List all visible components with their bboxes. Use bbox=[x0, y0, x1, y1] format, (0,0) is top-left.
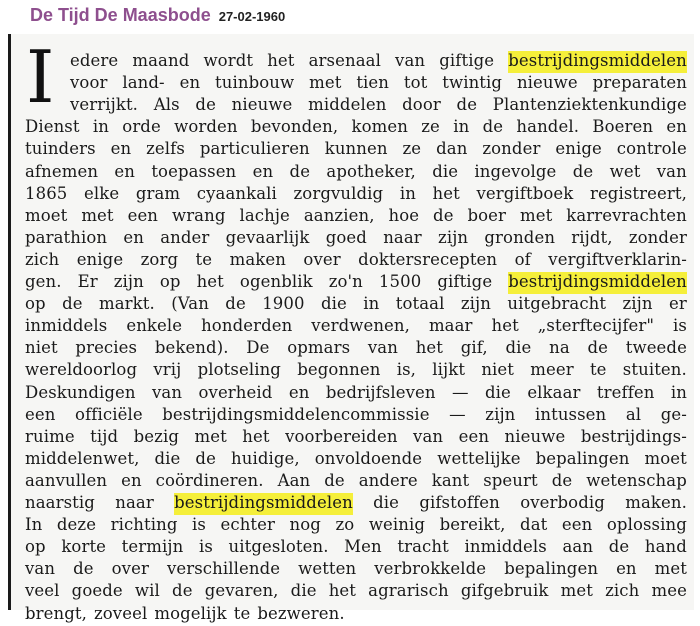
word: oplossing bbox=[606, 515, 687, 535]
word: Boeren bbox=[592, 117, 654, 137]
word: dat bbox=[520, 515, 548, 535]
word: van bbox=[25, 559, 56, 579]
word: de bbox=[289, 161, 311, 181]
article-line bbox=[25, 493, 687, 515]
word: apotheker, bbox=[326, 161, 416, 181]
word: Dienst bbox=[25, 117, 80, 137]
word: Er bbox=[77, 272, 98, 291]
article-line bbox=[25, 449, 687, 471]
word: registreert, bbox=[589, 183, 687, 203]
word: de bbox=[62, 294, 83, 314]
word: orde bbox=[122, 117, 161, 137]
word: de bbox=[572, 161, 594, 181]
word: Plantenziektenkundige bbox=[492, 95, 687, 115]
word: maand bbox=[132, 51, 190, 70]
word: zonder bbox=[482, 139, 541, 159]
word: zich bbox=[25, 249, 60, 269]
word: doktersrecepten bbox=[358, 249, 498, 269]
article-line bbox=[25, 537, 687, 559]
word: op bbox=[25, 294, 46, 314]
word: bezweren. bbox=[257, 603, 345, 623]
word: van bbox=[413, 426, 444, 446]
word: is bbox=[192, 515, 206, 535]
word: worden bbox=[174, 117, 238, 137]
word: de bbox=[587, 338, 609, 358]
publication-date: 27-02-1960 bbox=[218, 9, 286, 24]
word: is bbox=[673, 316, 687, 336]
word: gifstoffen bbox=[419, 493, 500, 512]
word: een bbox=[561, 515, 593, 535]
word: die bbox=[432, 161, 459, 181]
word: en bbox=[110, 139, 132, 159]
word: zelfs bbox=[146, 139, 185, 159]
word: inmiddels bbox=[464, 537, 547, 557]
word: tuinbouw bbox=[215, 73, 295, 93]
word: tien bbox=[356, 73, 390, 93]
word: moet bbox=[25, 205, 68, 225]
word: inmiddels bbox=[25, 316, 108, 336]
article-line bbox=[25, 184, 687, 206]
word: gen. bbox=[25, 272, 62, 291]
word: in bbox=[363, 294, 380, 314]
word: dan bbox=[436, 139, 468, 159]
word: preparaten bbox=[592, 73, 687, 93]
word: de bbox=[608, 537, 630, 557]
word: zijn bbox=[438, 227, 469, 247]
word: vergiftverklarin- bbox=[548, 249, 687, 269]
word: het bbox=[491, 316, 519, 336]
word: coördineren. bbox=[155, 470, 264, 490]
word: nieuwe bbox=[516, 73, 578, 93]
word: door bbox=[402, 95, 441, 115]
word: onvoldoende bbox=[314, 448, 423, 468]
word: gram bbox=[135, 183, 181, 203]
highlighted-term: bestrijdingsmiddelen bbox=[508, 51, 687, 73]
newspaper-name: De Tijd De Maasbode bbox=[30, 5, 211, 25]
word: voor bbox=[70, 73, 108, 93]
word: en bbox=[252, 161, 274, 181]
word: ze bbox=[402, 139, 422, 159]
word: treffen bbox=[596, 382, 655, 402]
word: 1500 bbox=[378, 272, 422, 291]
article-line bbox=[25, 250, 687, 272]
article-line bbox=[25, 383, 687, 405]
word: opmars bbox=[287, 338, 351, 358]
word: naarstig bbox=[25, 493, 95, 512]
word: toepassen bbox=[151, 161, 237, 181]
word: veel bbox=[25, 581, 60, 601]
word: aanvullen bbox=[25, 470, 108, 490]
article-line bbox=[70, 51, 687, 73]
word: in bbox=[399, 183, 416, 203]
word: op bbox=[159, 272, 181, 291]
word: ze bbox=[421, 117, 440, 137]
word: met bbox=[194, 426, 227, 446]
word: voorbereiden bbox=[285, 426, 398, 446]
word: het bbox=[328, 581, 357, 601]
word: gevaren, bbox=[204, 581, 279, 601]
word: ander bbox=[160, 227, 210, 247]
word: karrevrachten bbox=[566, 205, 687, 225]
article-line bbox=[70, 73, 687, 95]
article-line bbox=[25, 471, 687, 493]
article-line bbox=[25, 360, 687, 382]
word: zijn bbox=[485, 404, 516, 424]
word: de bbox=[195, 448, 216, 468]
word: zonder bbox=[628, 227, 687, 247]
word: precies bbox=[75, 338, 138, 358]
word: wereldoorlog bbox=[25, 360, 138, 380]
word: bestrijdings- bbox=[580, 426, 687, 446]
word: verbrokkelde bbox=[374, 559, 487, 579]
word: In bbox=[25, 515, 43, 535]
word: bekend). bbox=[154, 338, 229, 358]
word: brengt, bbox=[25, 603, 87, 623]
word: gif, bbox=[460, 338, 488, 358]
word: (Van bbox=[171, 294, 209, 314]
word: vrij bbox=[153, 360, 182, 380]
word: met bbox=[654, 559, 687, 579]
word: wetenschap bbox=[586, 470, 687, 490]
word: plotseling bbox=[197, 360, 281, 380]
word: officiële bbox=[75, 404, 143, 424]
word: en bbox=[114, 161, 135, 181]
word: tot bbox=[403, 73, 428, 93]
word: echter bbox=[220, 515, 276, 535]
word: kunnen bbox=[324, 139, 388, 159]
word: een bbox=[458, 426, 490, 446]
word: wetten bbox=[298, 559, 357, 579]
word: — bbox=[449, 404, 466, 424]
word: zijn bbox=[622, 294, 653, 314]
word: tuinders bbox=[25, 139, 96, 159]
article-line bbox=[25, 228, 687, 250]
word: zorgvuldig bbox=[293, 183, 384, 203]
word: een bbox=[127, 205, 159, 225]
word: ingevolge bbox=[474, 161, 557, 181]
word: de bbox=[551, 470, 573, 490]
word: een bbox=[25, 404, 56, 424]
word: uitgebracht bbox=[507, 294, 607, 314]
word: termijn bbox=[121, 537, 184, 557]
word: lijkt bbox=[432, 360, 466, 380]
article-line bbox=[25, 427, 687, 449]
word: Als bbox=[153, 95, 180, 115]
word: — bbox=[452, 382, 469, 402]
word: bepalingen bbox=[535, 448, 630, 468]
word: het bbox=[242, 426, 270, 446]
word: en bbox=[616, 559, 637, 579]
word: arsenaal bbox=[308, 51, 381, 70]
article-line bbox=[25, 117, 687, 139]
word: tracht bbox=[397, 537, 449, 557]
word: goede bbox=[71, 581, 123, 601]
word: vergiftboek bbox=[476, 183, 574, 203]
word: niet bbox=[481, 360, 515, 380]
word: uitgesloten. bbox=[228, 537, 329, 557]
word: enige bbox=[555, 139, 602, 159]
word: over bbox=[303, 249, 341, 269]
word: giftige bbox=[439, 51, 495, 70]
word: boer bbox=[467, 205, 507, 225]
word: bedrijfsleven bbox=[325, 382, 436, 402]
word: lachje bbox=[239, 205, 290, 225]
word: de bbox=[456, 95, 478, 115]
word: met bbox=[309, 73, 342, 93]
word: korte bbox=[61, 537, 107, 557]
word: gifgebruik bbox=[460, 581, 549, 601]
word: wil bbox=[134, 581, 160, 601]
word: zijn bbox=[460, 294, 491, 314]
word: aanzien, bbox=[303, 205, 375, 225]
word: wrang bbox=[171, 205, 226, 225]
word: richting bbox=[110, 515, 178, 535]
word: het bbox=[432, 183, 460, 203]
word: de bbox=[195, 95, 216, 115]
highlighted-term: bestrijdingsmiddelen bbox=[508, 272, 687, 294]
word: die bbox=[290, 581, 317, 601]
word: verdwenen, bbox=[311, 316, 410, 336]
word: en bbox=[666, 117, 687, 137]
article-line bbox=[25, 559, 687, 581]
word: maken. bbox=[625, 493, 687, 512]
word: handel. bbox=[516, 117, 580, 137]
word: komen bbox=[351, 117, 408, 137]
word: nieuwe bbox=[231, 95, 293, 115]
word: elke bbox=[84, 183, 120, 203]
newspaper-clipping bbox=[8, 34, 694, 623]
word: nieuwe bbox=[504, 426, 566, 446]
word: maken bbox=[229, 249, 286, 269]
word: maar bbox=[428, 316, 473, 336]
word: meer bbox=[530, 360, 574, 380]
word: het bbox=[196, 272, 224, 291]
word: ogenblik bbox=[239, 272, 313, 291]
word: van bbox=[367, 338, 398, 358]
word: weinig bbox=[368, 515, 426, 535]
article-line bbox=[70, 95, 687, 117]
word: op bbox=[25, 537, 46, 557]
word: goed bbox=[325, 227, 367, 247]
word: zo bbox=[335, 515, 355, 535]
word: Men bbox=[344, 537, 382, 557]
word: Deskundigen bbox=[25, 382, 136, 402]
word: mogelijk bbox=[154, 603, 227, 623]
word: bereikt, bbox=[439, 515, 506, 535]
word: ruime bbox=[25, 426, 75, 446]
word: in bbox=[670, 382, 687, 402]
word: particulieren bbox=[199, 139, 310, 159]
word: verschillende bbox=[166, 559, 281, 579]
word: kant bbox=[431, 470, 470, 490]
word: is, bbox=[396, 360, 417, 380]
word: elkaar bbox=[527, 382, 581, 402]
word: wordt bbox=[203, 51, 254, 70]
word: speurt bbox=[483, 470, 538, 490]
word: ge- bbox=[660, 404, 687, 424]
word: mee bbox=[651, 581, 687, 601]
article-line bbox=[25, 515, 687, 537]
word: die bbox=[373, 493, 400, 512]
word: zich bbox=[605, 581, 640, 601]
word: zoveel bbox=[93, 603, 148, 623]
word: en bbox=[123, 227, 144, 247]
word: deze bbox=[56, 515, 97, 535]
word: met bbox=[560, 581, 593, 601]
word: de bbox=[433, 205, 454, 225]
word: 1900 bbox=[262, 294, 305, 314]
word: Aan bbox=[277, 470, 311, 490]
article-line bbox=[25, 139, 687, 161]
word: giftige bbox=[437, 272, 493, 291]
word: die bbox=[154, 448, 181, 468]
word: naar bbox=[115, 493, 154, 512]
word: verrijkt. bbox=[70, 95, 139, 115]
word: de bbox=[73, 559, 94, 579]
word: van bbox=[395, 51, 426, 70]
word: overheid bbox=[198, 382, 273, 402]
word: gronden bbox=[484, 227, 556, 247]
word: is bbox=[198, 537, 213, 557]
word: middelen bbox=[308, 95, 387, 115]
word: begonnen bbox=[297, 360, 381, 380]
word: de bbox=[172, 581, 193, 601]
word: wettelijke bbox=[437, 448, 521, 468]
word: de bbox=[225, 294, 246, 314]
word: honderden bbox=[201, 316, 293, 336]
word: met bbox=[519, 205, 553, 225]
word: het bbox=[267, 51, 295, 70]
word: na bbox=[549, 338, 570, 358]
word: huidige, bbox=[230, 448, 300, 468]
word: enige bbox=[76, 249, 124, 269]
word: zo'n bbox=[328, 272, 363, 291]
word: markt. bbox=[98, 294, 155, 314]
word: te bbox=[589, 360, 607, 380]
word: moet bbox=[644, 448, 687, 468]
article-line bbox=[25, 338, 687, 360]
word: parathion bbox=[25, 227, 108, 247]
word: de bbox=[482, 117, 504, 137]
word: van bbox=[656, 161, 687, 181]
word: rijdt, bbox=[571, 227, 613, 247]
word: naar bbox=[383, 227, 422, 247]
word: andere bbox=[358, 470, 418, 490]
word: enkele bbox=[126, 316, 183, 336]
article-line bbox=[25, 294, 687, 316]
word: het bbox=[415, 338, 444, 358]
word: tweede bbox=[625, 338, 687, 358]
word: de bbox=[324, 470, 345, 490]
word: van bbox=[152, 382, 183, 402]
word: of bbox=[514, 249, 531, 269]
word: en bbox=[288, 382, 310, 402]
word: land- bbox=[122, 73, 165, 93]
article-line bbox=[25, 604, 687, 626]
word: en bbox=[179, 73, 201, 93]
article-line bbox=[25, 316, 687, 338]
word: hoe bbox=[388, 205, 420, 225]
word: wet bbox=[609, 161, 641, 181]
word: in bbox=[92, 117, 109, 137]
word: afnemen bbox=[25, 161, 99, 181]
word: al bbox=[625, 404, 642, 424]
word: die bbox=[485, 382, 511, 402]
word: over bbox=[111, 559, 149, 579]
word: bepalingen bbox=[504, 559, 599, 579]
word: „sterftecijfer" bbox=[537, 316, 655, 336]
word: die bbox=[505, 338, 532, 358]
drop-cap: I bbox=[26, 35, 55, 119]
word: gevaarlijk bbox=[225, 227, 310, 247]
word: nog bbox=[289, 515, 321, 535]
word: overbodig bbox=[520, 493, 605, 512]
word: met bbox=[81, 205, 114, 225]
article-line bbox=[25, 162, 687, 184]
word: en bbox=[121, 470, 142, 490]
highlighted-term: bestrijdingsmiddelen bbox=[174, 493, 353, 515]
word: te bbox=[233, 603, 251, 623]
word: te bbox=[195, 249, 213, 269]
word: hand bbox=[644, 537, 687, 557]
word: stuiten. bbox=[622, 360, 687, 380]
word: niet bbox=[25, 338, 58, 358]
word: er bbox=[669, 294, 687, 314]
article-line bbox=[25, 272, 687, 294]
word: zijn bbox=[113, 272, 144, 291]
word: middelenwet, bbox=[25, 448, 140, 468]
word: tijd bbox=[90, 426, 119, 446]
word: intussen bbox=[534, 404, 607, 424]
word: 1865 bbox=[25, 183, 68, 203]
header bbox=[30, 5, 285, 31]
article-line bbox=[25, 405, 687, 427]
word: in bbox=[453, 117, 470, 137]
word: bestrijdingsmiddelencommissie bbox=[162, 404, 430, 424]
article-line bbox=[25, 581, 687, 603]
word: controle bbox=[616, 139, 687, 159]
word: bevonden, bbox=[250, 117, 339, 137]
word: die bbox=[320, 294, 347, 314]
article-line bbox=[25, 206, 687, 228]
word: zorg bbox=[140, 249, 179, 269]
word: totaal bbox=[395, 294, 445, 314]
word: edere bbox=[70, 51, 119, 70]
word: bezig bbox=[133, 426, 179, 446]
word: De bbox=[246, 338, 270, 358]
word: cyaankali bbox=[196, 183, 277, 203]
word: twintig bbox=[442, 73, 503, 93]
word: aan bbox=[562, 537, 594, 557]
word: agrarisch bbox=[368, 581, 449, 601]
